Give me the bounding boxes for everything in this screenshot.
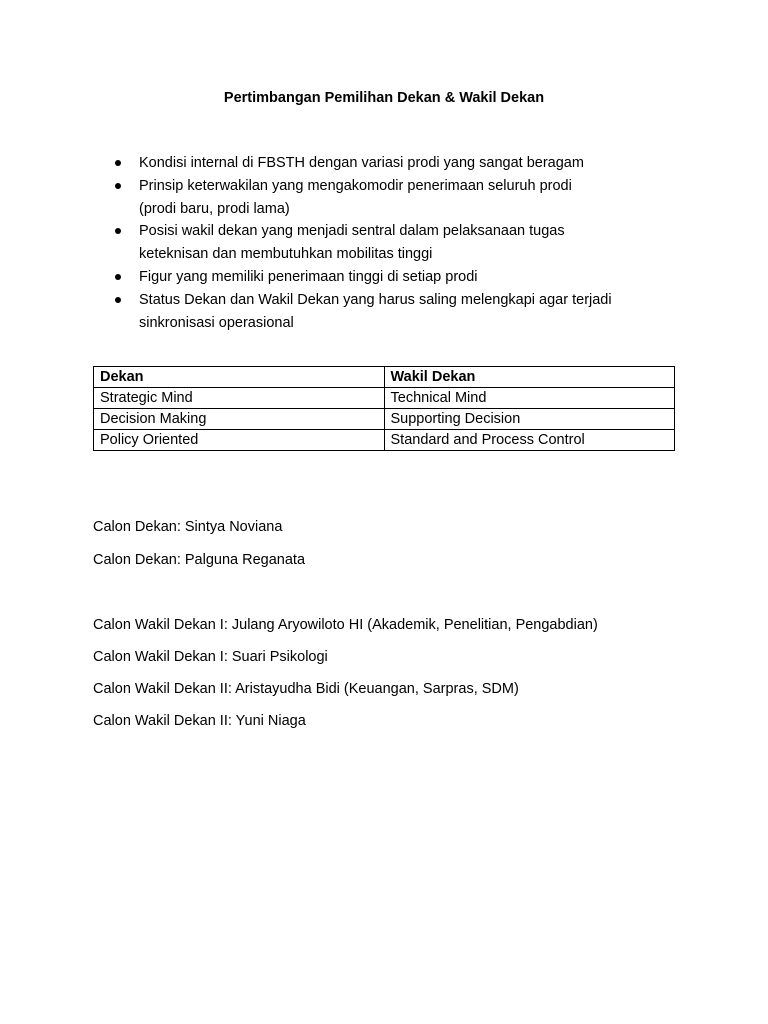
list-item-line: Status Dekan dan Wakil Dekan yang harus saling melengkapi agar terjadi <box>139 291 612 308</box>
table-cell: Standard and Process Control <box>384 430 675 451</box>
header-wakil-dekan: Wakil Dekan <box>384 367 675 388</box>
list-item-line: Prinsip keterwakilan yang mengakomodir penerimaan seluruh prodi <box>139 177 572 194</box>
table-cell: Policy Oriented <box>94 430 385 451</box>
list-item-line: keteknisan dan membutuhkan mobilitas tinggi <box>139 246 433 263</box>
consideration-list <box>113 152 693 334</box>
table-row <box>94 388 675 409</box>
candidate-dekan: Calon Dekan: Sintya Noviana <box>93 519 283 535</box>
bullet-icon <box>115 183 121 189</box>
table-cell: Decision Making <box>94 409 385 430</box>
list-item <box>113 289 693 335</box>
table-cell: Strategic Mind <box>94 388 385 409</box>
role-comparison-table <box>93 366 675 451</box>
list-item <box>113 175 693 221</box>
list-item <box>113 266 693 289</box>
list-item <box>113 220 693 266</box>
candidate-wakil-dekan: Calon Wakil Dekan II: Yuni Niaga <box>93 713 306 729</box>
list-item-line: (prodi baru, prodi lama) <box>139 200 290 217</box>
table-header-row <box>94 367 675 388</box>
bullet-icon <box>115 274 121 280</box>
bullet-icon <box>115 228 121 234</box>
list-item-line: Figur yang memiliki penerimaan tinggi di setiap prodi <box>139 268 478 285</box>
candidate-wakil-dekan: Calon Wakil Dekan I: Suari Psikologi <box>93 649 328 665</box>
document-title: Pertimbangan Pemilihan Dekan & Wakil Dekan <box>223 90 545 106</box>
candidate-wakil-dekan: Calon Wakil Dekan II: Aristayudha Bidi (Keuangan, Sarpras, SDM) <box>93 681 519 697</box>
table-cell: Technical Mind <box>384 388 675 409</box>
bullet-icon <box>115 297 121 303</box>
table-row <box>94 430 675 451</box>
list-item-line: sinkronisasi operasional <box>139 314 294 331</box>
table-row <box>94 409 675 430</box>
table-cell: Supporting Decision <box>384 409 675 430</box>
list-item <box>113 152 693 175</box>
list-item-line: Posisi wakil dekan yang menjadi sentral dalam pelaksanaan tugas <box>139 223 565 240</box>
candidate-dekan: Calon Dekan: Palguna Reganata <box>93 552 306 568</box>
bullet-icon <box>115 160 121 166</box>
list-item-line: Kondisi internal di FBSTH dengan variasi prodi yang sangat beragam <box>139 155 584 171</box>
candidate-wakil-dekan: Calon Wakil Dekan I: Julang Aryowiloto HI (Akademik, Penelitian, Pengabdian) <box>93 617 598 633</box>
header-dekan: Dekan <box>94 367 385 388</box>
